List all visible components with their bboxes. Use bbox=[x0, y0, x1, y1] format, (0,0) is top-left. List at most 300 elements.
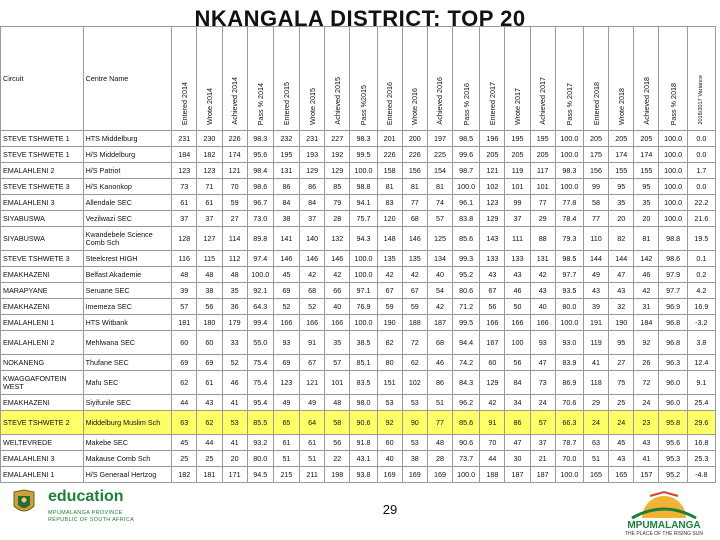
value-cell: 69 bbox=[273, 283, 299, 299]
value-cell: 123 bbox=[273, 371, 299, 395]
centre-name-cell: Imemeza SEC bbox=[83, 299, 172, 315]
centre-name-cell: Mafu SEC bbox=[83, 371, 172, 395]
value-cell: 61 bbox=[172, 195, 197, 211]
value-cell: 66.3 bbox=[555, 411, 583, 435]
value-cell: 46 bbox=[634, 267, 659, 283]
centre-name-cell: HTS Middelburg bbox=[83, 131, 172, 147]
value-cell: 43 bbox=[583, 283, 608, 299]
value-cell: 77 bbox=[583, 211, 608, 227]
circuit-cell: EMALAHLENI 1 bbox=[1, 467, 84, 483]
table-row bbox=[1, 435, 716, 451]
value-cell: 135 bbox=[377, 251, 402, 267]
value-cell: 117 bbox=[530, 163, 555, 179]
value-cell: 132 bbox=[325, 227, 350, 251]
value-cell: 48 bbox=[325, 395, 350, 411]
value-cell: 40 bbox=[377, 451, 402, 467]
value-cell: 89.8 bbox=[247, 227, 273, 251]
value-cell: 83.5 bbox=[350, 371, 377, 395]
value-cell: 61 bbox=[300, 435, 325, 451]
value-cell: 42 bbox=[377, 267, 402, 283]
value-cell: 67 bbox=[377, 283, 402, 299]
value-cell: 93 bbox=[530, 331, 555, 355]
value-cell: 86 bbox=[273, 179, 299, 195]
value-cell: 47 bbox=[505, 435, 530, 451]
value-cell: 191 bbox=[583, 315, 608, 331]
value-cell: 29 bbox=[583, 395, 608, 411]
value-cell: 36 bbox=[222, 299, 247, 315]
value-cell: 195 bbox=[505, 131, 530, 147]
value-cell: 90.6 bbox=[350, 411, 377, 435]
value-cell: 0.1 bbox=[687, 251, 715, 267]
value-cell: 166 bbox=[530, 315, 555, 331]
value-cell: 166 bbox=[480, 315, 505, 331]
value-cell: 37 bbox=[172, 211, 197, 227]
value-cell: 95 bbox=[609, 179, 634, 195]
value-cell: 174 bbox=[222, 147, 247, 163]
value-cell: 96.2 bbox=[453, 395, 480, 411]
centre-name-cell: Mehlwana SEC bbox=[83, 331, 172, 355]
value-cell: 57 bbox=[427, 211, 452, 227]
value-cell: 71 bbox=[197, 179, 222, 195]
value-cell: 1.7 bbox=[687, 163, 715, 179]
value-cell: 69 bbox=[197, 355, 222, 371]
page-title: NKANGALA DISTRICT: TOP 20 bbox=[194, 6, 526, 31]
value-cell: 200 bbox=[402, 131, 427, 147]
value-cell: 166 bbox=[300, 315, 325, 331]
value-cell: 96.8 bbox=[659, 331, 687, 355]
value-cell: 190 bbox=[609, 315, 634, 331]
value-cell: 98.8 bbox=[350, 179, 377, 195]
column-header bbox=[197, 27, 222, 131]
value-cell: 85.6 bbox=[453, 227, 480, 251]
value-cell: 45 bbox=[172, 435, 197, 451]
rising-sun-icon bbox=[612, 490, 716, 520]
value-cell: 75.4 bbox=[247, 371, 273, 395]
value-cell: 81 bbox=[427, 179, 452, 195]
column-header-label: Pass %2015 bbox=[358, 84, 368, 125]
value-cell: 166 bbox=[505, 315, 530, 331]
value-cell: 69 bbox=[172, 355, 197, 371]
value-cell: 43 bbox=[480, 267, 505, 283]
value-cell: 92 bbox=[377, 411, 402, 435]
value-cell: 24 bbox=[634, 395, 659, 411]
value-cell: 21.6 bbox=[687, 211, 715, 227]
value-cell: 48 bbox=[427, 435, 452, 451]
value-cell: 156 bbox=[402, 163, 427, 179]
value-cell: 100.0 bbox=[659, 211, 687, 227]
value-cell: 174 bbox=[609, 147, 634, 163]
value-cell: 98.6 bbox=[659, 251, 687, 267]
circuit-cell: STEVE TSHWETE 1 bbox=[1, 131, 84, 147]
value-cell: 184 bbox=[172, 147, 197, 163]
value-cell: 59 bbox=[377, 299, 402, 315]
column-header-label: Pass % 2018 bbox=[668, 82, 678, 125]
value-cell: 42 bbox=[325, 267, 350, 283]
column-header-label: Entered 2017 bbox=[487, 81, 497, 125]
value-cell: 195 bbox=[530, 131, 555, 147]
value-cell: 59 bbox=[402, 299, 427, 315]
value-cell: 43 bbox=[505, 267, 530, 283]
column-header-label: Achieved 2016 bbox=[435, 77, 445, 125]
value-cell: 66 bbox=[325, 283, 350, 299]
value-cell: 49 bbox=[300, 395, 325, 411]
value-cell: 77 bbox=[402, 195, 427, 211]
value-cell: 188 bbox=[480, 467, 505, 483]
value-cell: 192 bbox=[325, 147, 350, 163]
value-cell: 53 bbox=[402, 435, 427, 451]
value-cell: 198 bbox=[325, 467, 350, 483]
value-cell: 226 bbox=[377, 147, 402, 163]
results-table bbox=[0, 26, 716, 483]
value-cell: 73 bbox=[530, 371, 555, 395]
value-cell: 76.9 bbox=[350, 299, 377, 315]
value-cell: 60 bbox=[172, 331, 197, 355]
value-cell: 141 bbox=[273, 227, 299, 251]
column-header-label: Entered 2014 bbox=[179, 81, 189, 125]
value-cell: 67 bbox=[480, 283, 505, 299]
value-cell: 40 bbox=[427, 267, 452, 283]
value-cell: 77.8 bbox=[555, 195, 583, 211]
value-cell: 99 bbox=[583, 179, 608, 195]
value-cell: 121 bbox=[222, 163, 247, 179]
value-cell: 53 bbox=[402, 395, 427, 411]
value-cell: 101 bbox=[505, 179, 530, 195]
column-header bbox=[609, 27, 634, 131]
value-cell: 3.8 bbox=[687, 331, 715, 355]
value-cell: 98.0 bbox=[350, 395, 377, 411]
value-cell: 60 bbox=[480, 355, 505, 371]
column-header-label: Pass % 2017 bbox=[564, 82, 574, 125]
value-cell: 155 bbox=[634, 163, 659, 179]
value-cell: 25.3 bbox=[687, 451, 715, 467]
table-row bbox=[1, 267, 716, 283]
value-cell: 205 bbox=[634, 131, 659, 147]
value-cell: 144 bbox=[609, 251, 634, 267]
value-cell: 56 bbox=[197, 299, 222, 315]
value-cell: 156 bbox=[583, 163, 608, 179]
value-cell: 180 bbox=[197, 315, 222, 331]
column-header-label: Achieved 2014 bbox=[230, 77, 240, 125]
value-cell: 62 bbox=[402, 355, 427, 371]
education-province-line: MPUMALANGA PROVINCE bbox=[48, 510, 123, 516]
value-cell: 100.0 bbox=[555, 179, 583, 195]
value-cell: 142 bbox=[634, 251, 659, 267]
value-cell: 70.0 bbox=[555, 451, 583, 467]
table-row bbox=[1, 451, 716, 467]
value-cell: 56 bbox=[325, 435, 350, 451]
value-cell: 53 bbox=[222, 411, 247, 435]
value-cell: 100.0 bbox=[350, 315, 377, 331]
value-cell: 166 bbox=[325, 315, 350, 331]
column-header-label: Entered 2015 bbox=[281, 81, 291, 125]
value-cell: 99.4 bbox=[247, 315, 273, 331]
centre-name-cell: Vezilwazi SEC bbox=[83, 211, 172, 227]
value-cell: 100.0 bbox=[659, 147, 687, 163]
value-cell: 148 bbox=[377, 227, 402, 251]
column-header bbox=[530, 27, 555, 131]
circuit-cell: EMAKHAZENI bbox=[1, 299, 84, 315]
value-cell: 60 bbox=[197, 331, 222, 355]
value-cell: 143 bbox=[480, 227, 505, 251]
value-cell: 4.2 bbox=[687, 283, 715, 299]
value-cell: 100.0 bbox=[350, 267, 377, 283]
value-cell: 65 bbox=[273, 411, 299, 435]
value-cell: 43 bbox=[634, 435, 659, 451]
table-row bbox=[1, 195, 716, 211]
column-header: Centre Name bbox=[83, 27, 172, 131]
value-cell: 73 bbox=[172, 179, 197, 195]
value-cell: 72 bbox=[402, 331, 427, 355]
value-cell: 97.7 bbox=[555, 267, 583, 283]
column-header-label: Achieved 2015 bbox=[332, 77, 342, 125]
value-cell: 88 bbox=[530, 227, 555, 251]
value-cell: 25.4 bbox=[687, 395, 715, 411]
value-cell: 77 bbox=[427, 411, 452, 435]
education-country-line: REPUBLIC OF SOUTH AFRICA bbox=[48, 517, 135, 523]
column-header bbox=[273, 27, 299, 131]
value-cell: 100.0 bbox=[350, 163, 377, 179]
value-cell: 95 bbox=[609, 331, 634, 355]
value-cell: 47 bbox=[609, 267, 634, 283]
value-cell: 115 bbox=[197, 251, 222, 267]
value-cell: 99.3 bbox=[453, 251, 480, 267]
value-cell: 133 bbox=[505, 251, 530, 267]
value-cell: 144 bbox=[583, 251, 608, 267]
column-header bbox=[453, 27, 480, 131]
value-cell: 226 bbox=[222, 131, 247, 147]
value-cell: 41 bbox=[634, 451, 659, 467]
value-cell: 154 bbox=[427, 163, 452, 179]
value-cell: 58 bbox=[325, 411, 350, 435]
value-cell: 96.3 bbox=[659, 355, 687, 371]
value-cell: 83 bbox=[377, 195, 402, 211]
value-cell: 90.6 bbox=[453, 435, 480, 451]
value-cell: 74 bbox=[427, 195, 452, 211]
value-cell: 100.0 bbox=[659, 163, 687, 179]
circuit-cell: SIYABUSWA bbox=[1, 227, 84, 251]
value-cell: 61 bbox=[197, 195, 222, 211]
value-cell: 84.3 bbox=[453, 371, 480, 395]
table-row bbox=[1, 251, 716, 267]
value-cell: 127 bbox=[197, 227, 222, 251]
value-cell: 93.5 bbox=[555, 283, 583, 299]
value-cell: 98.6 bbox=[247, 179, 273, 195]
value-cell: 188 bbox=[402, 315, 427, 331]
centre-name-cell: Makebe SEC bbox=[83, 435, 172, 451]
value-cell: 44 bbox=[172, 395, 197, 411]
value-cell: 24 bbox=[530, 395, 555, 411]
column-header-label: 2018/2017 Variance bbox=[698, 75, 705, 125]
value-cell: 70 bbox=[222, 179, 247, 195]
value-cell: 35 bbox=[634, 195, 659, 211]
value-cell: 42 bbox=[427, 299, 452, 315]
value-cell: 94.3 bbox=[350, 227, 377, 251]
value-cell: 175 bbox=[583, 147, 608, 163]
column-header bbox=[427, 27, 452, 131]
value-cell: 81 bbox=[377, 179, 402, 195]
value-cell: 33 bbox=[222, 331, 247, 355]
value-cell: 97.7 bbox=[659, 283, 687, 299]
value-cell: 64 bbox=[300, 411, 325, 435]
column-header-label: Wrote 2018 bbox=[616, 87, 626, 125]
value-cell: 27 bbox=[222, 211, 247, 227]
value-cell: 184 bbox=[634, 315, 659, 331]
value-cell: 52 bbox=[273, 299, 299, 315]
value-cell: 166 bbox=[273, 315, 299, 331]
value-cell: 98.4 bbox=[247, 163, 273, 179]
centre-name-cell: Belfast Akademie bbox=[83, 267, 172, 283]
value-cell: 20 bbox=[609, 211, 634, 227]
value-cell: 205 bbox=[480, 147, 505, 163]
value-cell: 94.5 bbox=[247, 467, 273, 483]
value-cell: 226 bbox=[402, 147, 427, 163]
value-cell: 0.0 bbox=[687, 147, 715, 163]
value-cell: 167 bbox=[480, 331, 505, 355]
value-cell: 93.8 bbox=[350, 467, 377, 483]
column-header-label: Pass % 2014 bbox=[255, 82, 265, 125]
value-cell: 54 bbox=[427, 283, 452, 299]
value-cell: 31 bbox=[634, 299, 659, 315]
education-logo bbox=[4, 486, 224, 536]
value-cell: 134 bbox=[427, 251, 452, 267]
value-cell: 37 bbox=[300, 211, 325, 227]
value-cell: 63 bbox=[172, 411, 197, 435]
centre-name-cell: Steelcrest HIGH bbox=[83, 251, 172, 267]
column-header-label: Wrote 2016 bbox=[410, 87, 420, 125]
value-cell: 46 bbox=[222, 371, 247, 395]
value-cell: 84 bbox=[300, 195, 325, 211]
value-cell: 231 bbox=[300, 131, 325, 147]
value-cell: 187 bbox=[427, 315, 452, 331]
value-cell: 38.5 bbox=[350, 331, 377, 355]
table-row bbox=[1, 331, 716, 355]
table-row bbox=[1, 355, 716, 371]
value-cell: 43 bbox=[530, 283, 555, 299]
value-cell: 100.0 bbox=[555, 315, 583, 331]
value-cell: 43 bbox=[609, 451, 634, 467]
value-cell: 169 bbox=[377, 467, 402, 483]
value-cell: 146 bbox=[402, 227, 427, 251]
value-cell: 79 bbox=[325, 195, 350, 211]
value-cell: 94.1 bbox=[350, 195, 377, 211]
value-cell: 68 bbox=[402, 211, 427, 227]
value-cell: 98.5 bbox=[555, 251, 583, 267]
value-cell: 80.0 bbox=[555, 299, 583, 315]
value-cell: 75.7 bbox=[350, 211, 377, 227]
value-cell: -4.8 bbox=[687, 467, 715, 483]
value-cell: 96.1 bbox=[453, 195, 480, 211]
value-cell: 24 bbox=[583, 411, 608, 435]
value-cell: 82 bbox=[377, 331, 402, 355]
centre-name-cell: Allendale SEC bbox=[83, 195, 172, 211]
value-cell: 96.0 bbox=[659, 395, 687, 411]
value-cell: 49 bbox=[273, 395, 299, 411]
column-header bbox=[555, 27, 583, 131]
mpumalanga-wordmark: MPUMALANGA bbox=[627, 520, 701, 531]
value-cell: 45 bbox=[273, 267, 299, 283]
value-cell: 85.6 bbox=[453, 411, 480, 435]
value-cell: 51 bbox=[583, 451, 608, 467]
value-cell: 71.2 bbox=[453, 299, 480, 315]
value-cell: 95.2 bbox=[659, 467, 687, 483]
value-cell: 57 bbox=[325, 355, 350, 371]
value-cell: 99.5 bbox=[350, 147, 377, 163]
value-cell: 174 bbox=[634, 147, 659, 163]
table-row bbox=[1, 395, 716, 411]
value-cell: 98.3 bbox=[555, 163, 583, 179]
value-cell: 56 bbox=[505, 355, 530, 371]
circuit-cell: EMALAHLENI 3 bbox=[1, 451, 84, 467]
value-cell: 46 bbox=[505, 283, 530, 299]
value-cell: 84 bbox=[505, 371, 530, 395]
value-cell: 100.0 bbox=[350, 251, 377, 267]
value-cell: 77 bbox=[530, 195, 555, 211]
value-cell: 120 bbox=[377, 211, 402, 227]
value-cell: 67 bbox=[300, 355, 325, 371]
value-cell: 165 bbox=[609, 467, 634, 483]
column-header bbox=[325, 27, 350, 131]
value-cell: 181 bbox=[197, 467, 222, 483]
column-header bbox=[172, 27, 197, 131]
centre-name-cell: Siyifunile SEC bbox=[83, 395, 172, 411]
value-cell: 151 bbox=[377, 371, 402, 395]
circuit-cell: MARAPYANE bbox=[1, 283, 84, 299]
column-header bbox=[659, 27, 687, 131]
value-cell: 37 bbox=[530, 435, 555, 451]
value-cell: 121 bbox=[300, 371, 325, 395]
column-header bbox=[505, 27, 530, 131]
value-cell: 74.2 bbox=[453, 355, 480, 371]
value-cell: 73.7 bbox=[453, 451, 480, 467]
value-cell: 100 bbox=[505, 331, 530, 355]
centre-name-cell: H/S Kanonkop bbox=[83, 179, 172, 195]
value-cell: 102 bbox=[402, 371, 427, 395]
column-header-label: Entered 2016 bbox=[385, 81, 395, 125]
value-cell: 26 bbox=[634, 355, 659, 371]
value-cell: 60 bbox=[377, 435, 402, 451]
value-cell: 165 bbox=[583, 467, 608, 483]
circuit-cell: EMALAHLENI 3 bbox=[1, 195, 84, 211]
value-cell: 182 bbox=[197, 147, 222, 163]
value-cell: 135 bbox=[402, 251, 427, 267]
value-cell: 146 bbox=[273, 251, 299, 267]
value-cell: 129 bbox=[300, 163, 325, 179]
value-cell: 32 bbox=[609, 299, 634, 315]
value-cell: 67 bbox=[402, 283, 427, 299]
value-cell: 21 bbox=[530, 451, 555, 467]
value-cell: 169 bbox=[427, 467, 452, 483]
table-row bbox=[1, 179, 716, 195]
column-header bbox=[583, 27, 608, 131]
value-cell: 41 bbox=[583, 355, 608, 371]
value-cell: 81 bbox=[634, 227, 659, 251]
value-cell: 37 bbox=[197, 211, 222, 227]
value-cell: 56 bbox=[480, 299, 505, 315]
value-cell: 42 bbox=[480, 395, 505, 411]
value-cell: 98.3 bbox=[247, 131, 273, 147]
value-cell: 95 bbox=[634, 179, 659, 195]
value-cell: 227 bbox=[325, 131, 350, 147]
circuit-cell: EMALAHLENI 1 bbox=[1, 315, 84, 331]
value-cell: 101 bbox=[325, 371, 350, 395]
value-cell: 129 bbox=[480, 211, 505, 227]
value-cell: 85 bbox=[325, 179, 350, 195]
value-cell: 42 bbox=[402, 267, 427, 283]
value-cell: 99 bbox=[505, 195, 530, 211]
value-cell: 41 bbox=[222, 435, 247, 451]
centre-name-cell: Middelburg Muslim Sch bbox=[83, 411, 172, 435]
value-cell: 225 bbox=[427, 147, 452, 163]
